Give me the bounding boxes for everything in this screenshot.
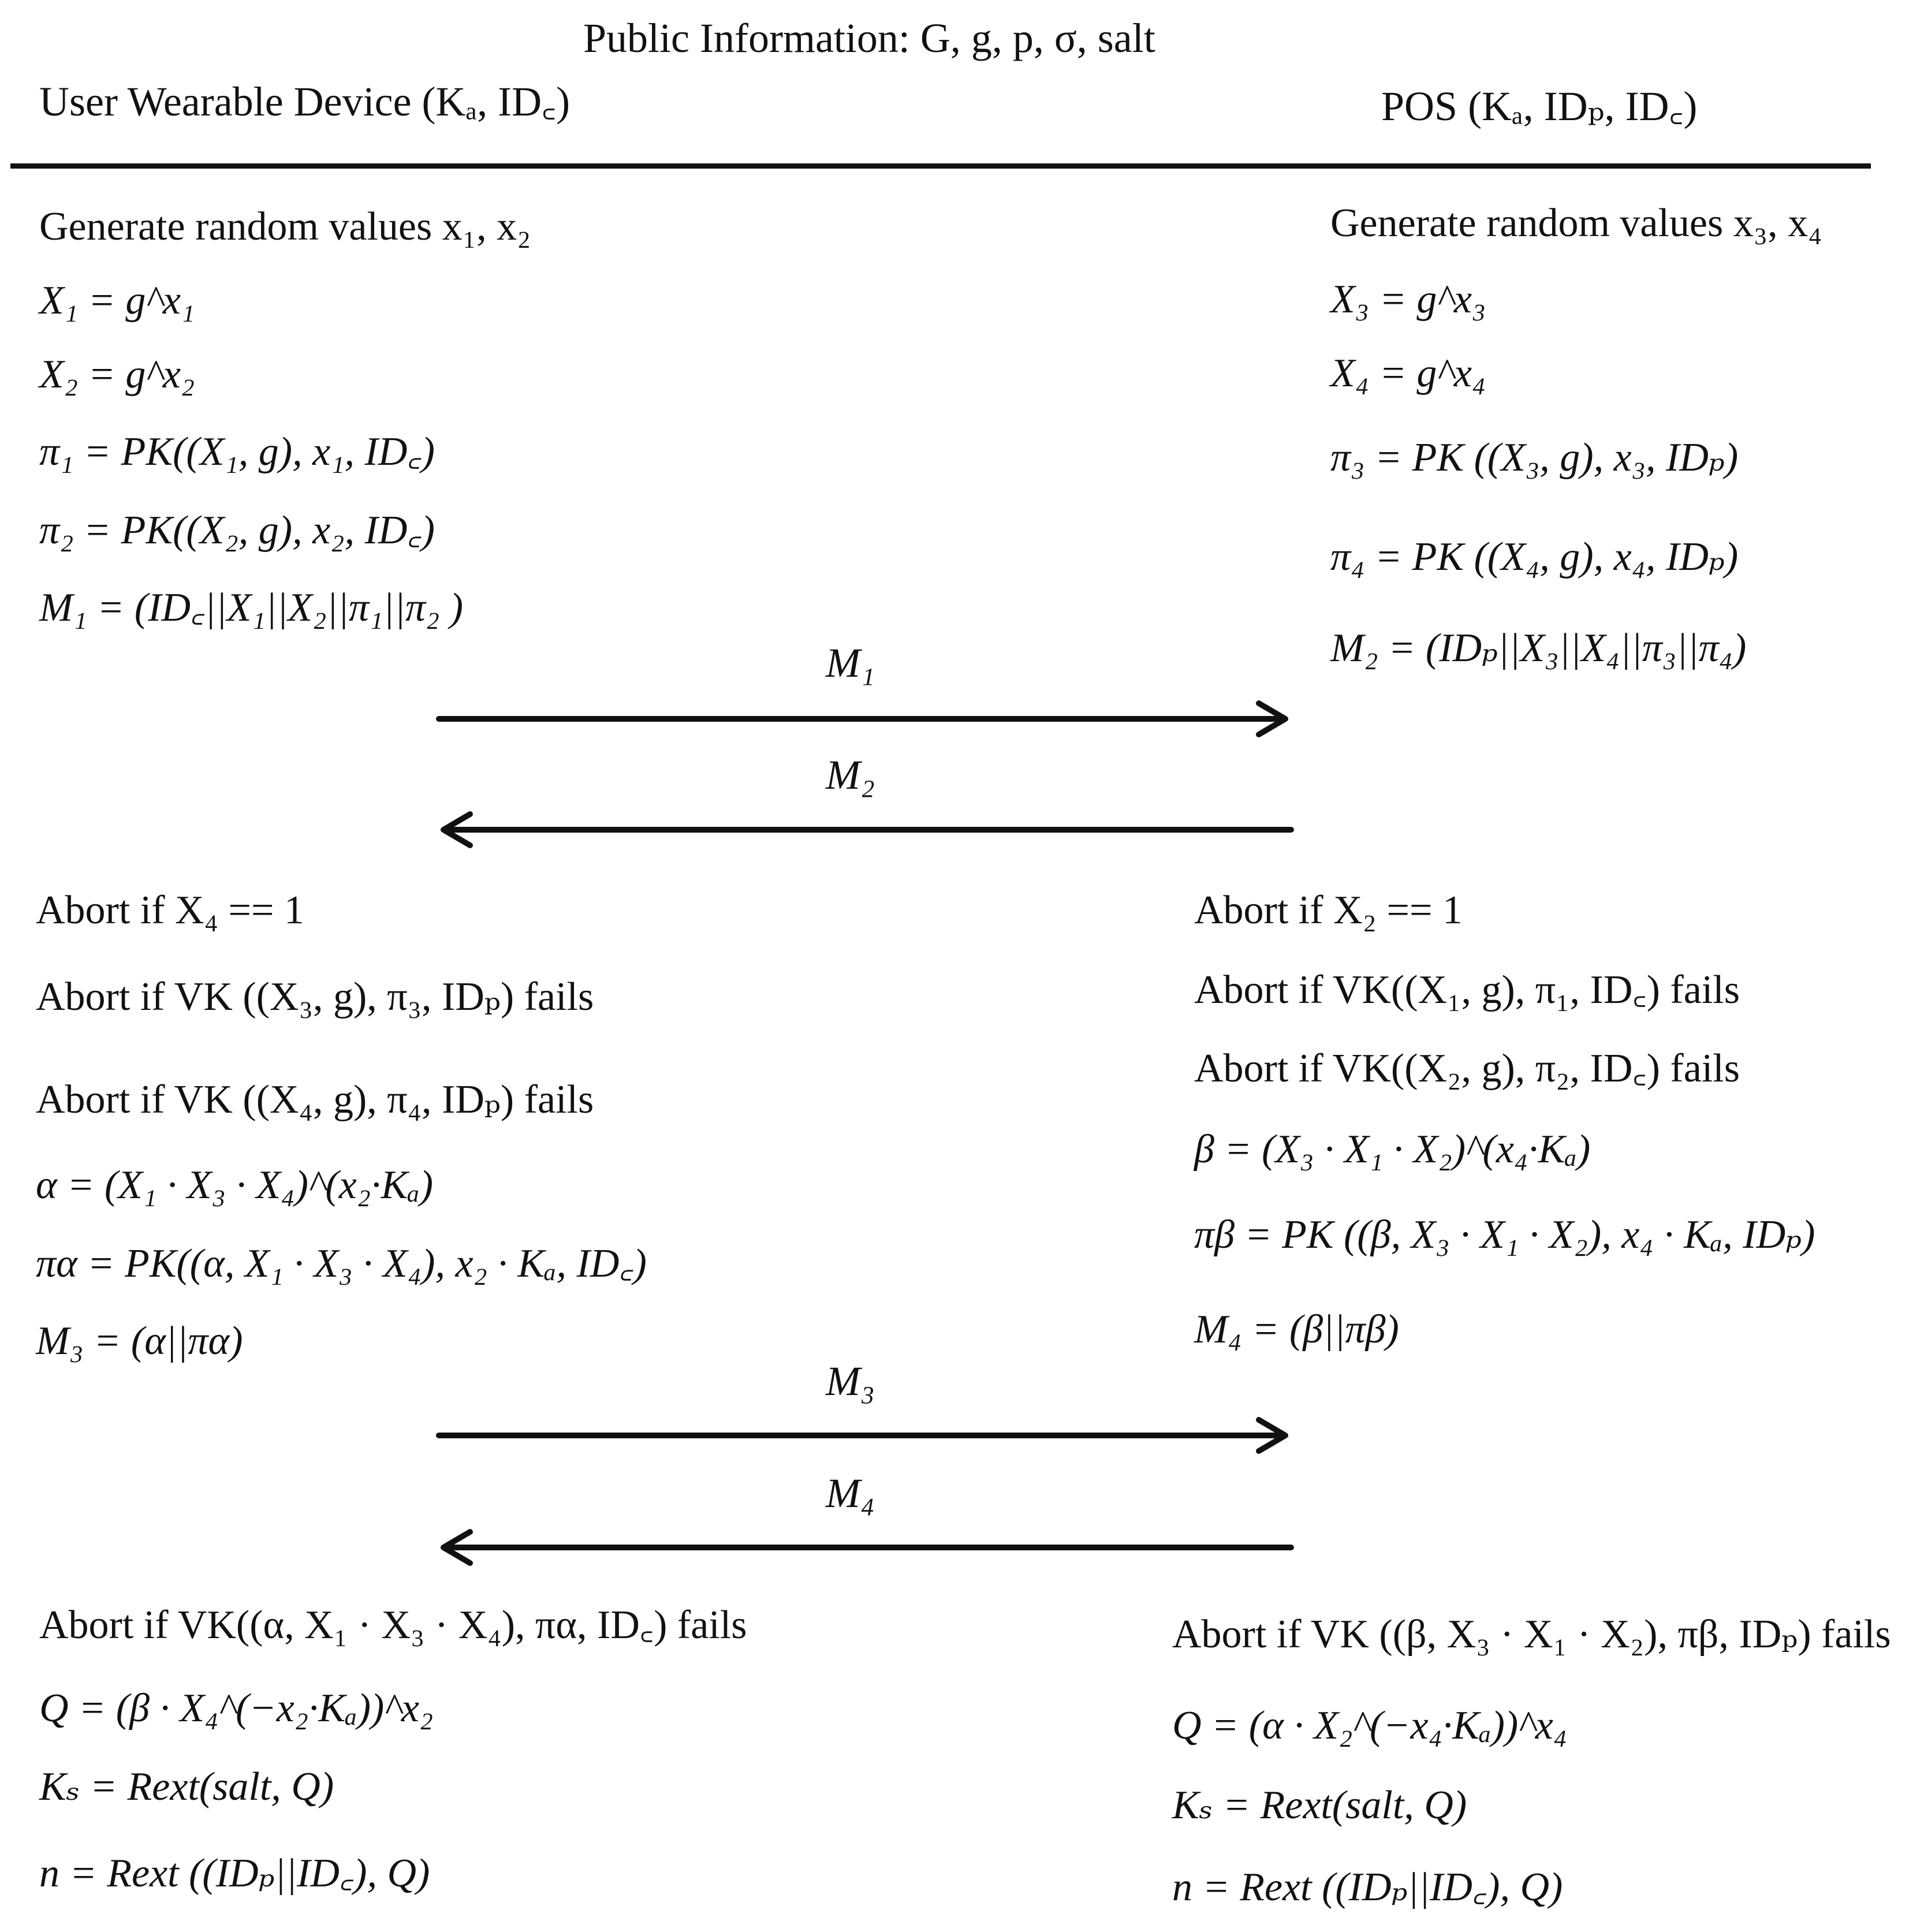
right-step-x4: X₄ = g^x₄ [1330, 351, 1486, 396]
left-party-label: User Wearable Device (Kₐ, ID꜀) [39, 79, 571, 125]
left-m3: M₃ = (α||πα) [36, 1319, 243, 1363]
right-abort-vk-beta: Abort if VK ((β, X₃ · X₁ · X₂), πβ, IDₚ) fails [1172, 1612, 1891, 1657]
left-alpha: α = (X₁ · X₃ · X₄)^(x₂·Kₐ) [36, 1163, 434, 1207]
arrow-m2-left [443, 814, 1291, 845]
right-m4: M₄ = (β||πβ) [1194, 1307, 1399, 1352]
message-m1-label: M₁ [826, 640, 875, 686]
left-step-x1: X₁ = g^x₁ [39, 278, 195, 323]
left-step-x2: X₂ = g^x₂ [39, 352, 195, 397]
right-step-x3: X₃ = g^x₃ [1330, 277, 1486, 322]
left-n: n = Rext ((IDₚ||ID꜀), Q) [39, 1851, 430, 1896]
left-abort-x4: Abort if X₄ == 1 [36, 888, 304, 933]
message-m3-label: M₃ [826, 1358, 875, 1404]
left-q: Q = (β · X₄^(−x₂·Kₐ))^x₂ [39, 1686, 434, 1730]
left-abort-vk-x4: Abort if VK ((X₄, g), π₄, IDₚ) fails [36, 1077, 594, 1122]
left-step-pi2: π₂ = PK((X₂, g), x₂, ID꜀) [39, 508, 435, 553]
left-step-m1: M₁ = (ID꜀||X₁||X₂||π₁||π₂ ) [39, 585, 464, 630]
right-q: Q = (α · X₂^(−x₄·Kₐ))^x₄ [1172, 1703, 1568, 1748]
arrow-m4-left [443, 1532, 1291, 1563]
right-abort-x2: Abort if X₂ == 1 [1194, 888, 1463, 933]
right-beta: β = (X₃ · X₁ · X₂)^(x₄·Kₐ) [1194, 1127, 1591, 1172]
right-pi-beta: πβ = PK ((β, X₃ · X₁ · X₂), x₄ · Kₐ, IDₚ) [1194, 1213, 1815, 1257]
left-pi-alpha: πα = PK((α, X₁ · X₃ · X₄), x₂ · Kₐ, ID꜀) [36, 1241, 647, 1286]
right-step-m2: M₂ = (IDₚ||X₃||X₄||π₃||π₄) [1330, 626, 1747, 670]
message-m4-label: M₄ [826, 1470, 875, 1516]
right-abort-vk-x1: Abort if VK((X₁, g), π₁, ID꜀) fails [1194, 968, 1740, 1012]
right-step-pi3: π₃ = PK ((X₃, g), x₃, IDₚ) [1330, 435, 1739, 480]
left-ks: Kₛ = Rext(salt, Q) [39, 1765, 334, 1809]
left-abort-vk-x3: Abort if VK ((X₃, g), π₃, IDₚ) fails [36, 975, 594, 1019]
right-step-pi4: π₄ = PK ((X₄, g), x₄, IDₚ) [1330, 535, 1739, 579]
right-party-label: POS (Kₐ, IDₚ, ID꜀) [1381, 83, 1698, 129]
arrow-m3-right [439, 1420, 1285, 1451]
left-abort-vk-alpha: Abort if VK((α, X₁ · X₃ · X₄), πα, ID꜀) fails [39, 1603, 747, 1647]
message-m2-label: M₂ [826, 752, 875, 798]
left-step-generate: Generate random values x₁, x₂ [39, 204, 531, 249]
public-information: Public Information: G, g, p, σ, salt [583, 15, 1155, 61]
right-n: n = Rext ((IDₚ||ID꜀), Q) [1172, 1865, 1563, 1909]
right-step-generate: Generate random values x₃, x₄ [1330, 201, 1822, 245]
left-step-pi1: π₁ = PK((X₁, g), x₁, ID꜀) [39, 430, 435, 474]
right-abort-vk-x2: Abort if VK((X₂, g), π₂, ID꜀) fails [1194, 1046, 1740, 1091]
arrow-m1-right [439, 703, 1285, 734]
right-ks: Kₛ = Rext(salt, Q) [1172, 1783, 1467, 1827]
